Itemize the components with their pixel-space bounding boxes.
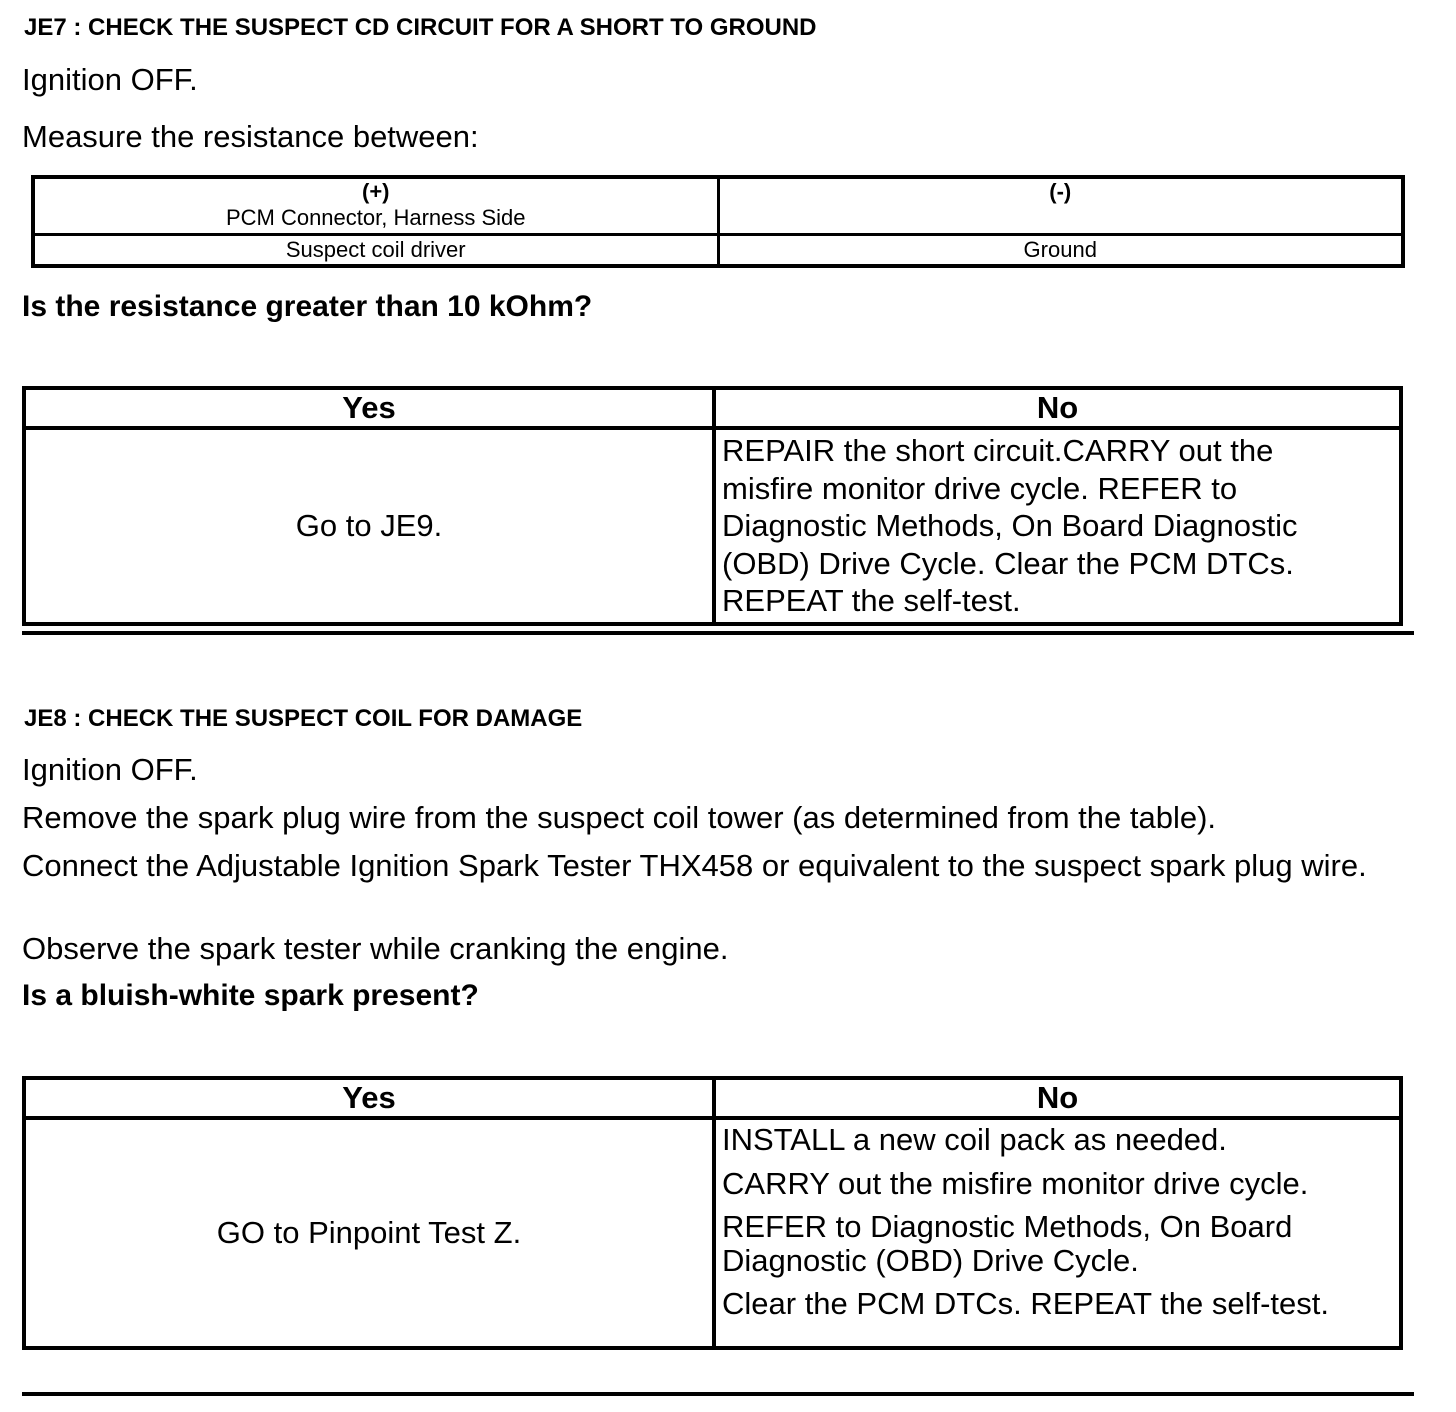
result-row (24, 1118, 1401, 1348)
positive-probe-value: Suspect coil driver (33, 235, 718, 267)
je7-step-measure: Measure the resistance between: (22, 119, 479, 154)
no-action (714, 1118, 1401, 1348)
resistance-measurement-table (31, 175, 1405, 268)
no-action-line: Diagnostic Methods, On Board Diagnostic (722, 508, 1298, 543)
table-row (33, 235, 1403, 267)
yes-header: Yes (24, 1078, 714, 1118)
no-action-line: (OBD) Drive Cycle. Clear the PCM DTCs. (722, 545, 1294, 581)
negative-symbol: (-) (1049, 179, 1072, 204)
result-header-row (24, 1078, 1401, 1118)
negative-probe-value: Ground (718, 235, 1403, 267)
je8-step-ignition-off: Ignition OFF. (22, 752, 198, 787)
no-header: No (714, 1078, 1401, 1118)
no-action-line: misfire monitor drive cycle. REFER to (722, 470, 1238, 506)
no-action (714, 428, 1401, 624)
positive-probe-label: PCM Connector, Harness Side (225, 205, 526, 230)
je8-heading: JE8 : CHECK THE SUSPECT COIL FOR DAMAGE (24, 705, 583, 732)
no-action-line: REPEAT the self-test. (722, 583, 1021, 618)
negative-probe-header (718, 177, 1403, 235)
yes-action: GO to Pinpoint Test Z. (24, 1118, 714, 1348)
je8-step-remove-wire: Remove the spark plug wire from the suspect coil tower (as determined from the table). (22, 800, 1217, 835)
no-action-line: REPAIR the short circuit.CARRY out the (722, 433, 1274, 468)
yes-header: Yes (24, 388, 714, 428)
no-action-item: REFER to Diagnostic Methods, On Board Diagnostic (OBD) Drive Cycle. (722, 1209, 1293, 1278)
no-action-item: CARRY out the misfire monitor drive cycle. (722, 1166, 1309, 1201)
positive-probe-header (33, 177, 718, 235)
yes-action: Go to JE9. (24, 428, 714, 624)
je7-result-table (22, 386, 1403, 626)
je8-step-connect-tester: Connect the Adjustable Ignition Spark Tester THX458 or equivalent to the suspect spark plug wire. (22, 848, 1367, 883)
table-header-row (33, 177, 1403, 235)
section-divider (22, 631, 1414, 635)
result-header-row (24, 388, 1401, 428)
je8-result-table (22, 1076, 1403, 1350)
result-row (24, 428, 1401, 624)
no-action-item: Clear the PCM DTCs. REPEAT the self-test. (722, 1286, 1329, 1321)
je7-heading: JE7 : CHECK THE SUSPECT CD CIRCUIT FOR A SHORT TO GROUND (24, 14, 817, 41)
section-divider (22, 1392, 1414, 1396)
je7-step-ignition-off: Ignition OFF. (22, 62, 198, 97)
positive-symbol: (+) (362, 179, 390, 204)
no-action-item: INSTALL a new coil pack as needed. (722, 1122, 1227, 1157)
je8-step-observe: Observe the spark tester while cranking the engine. (22, 931, 729, 966)
no-header: No (714, 388, 1401, 428)
je7-question: Is the resistance greater than 10 kOhm? (22, 290, 593, 323)
je8-question: Is a bluish-white spark present? (22, 979, 479, 1012)
